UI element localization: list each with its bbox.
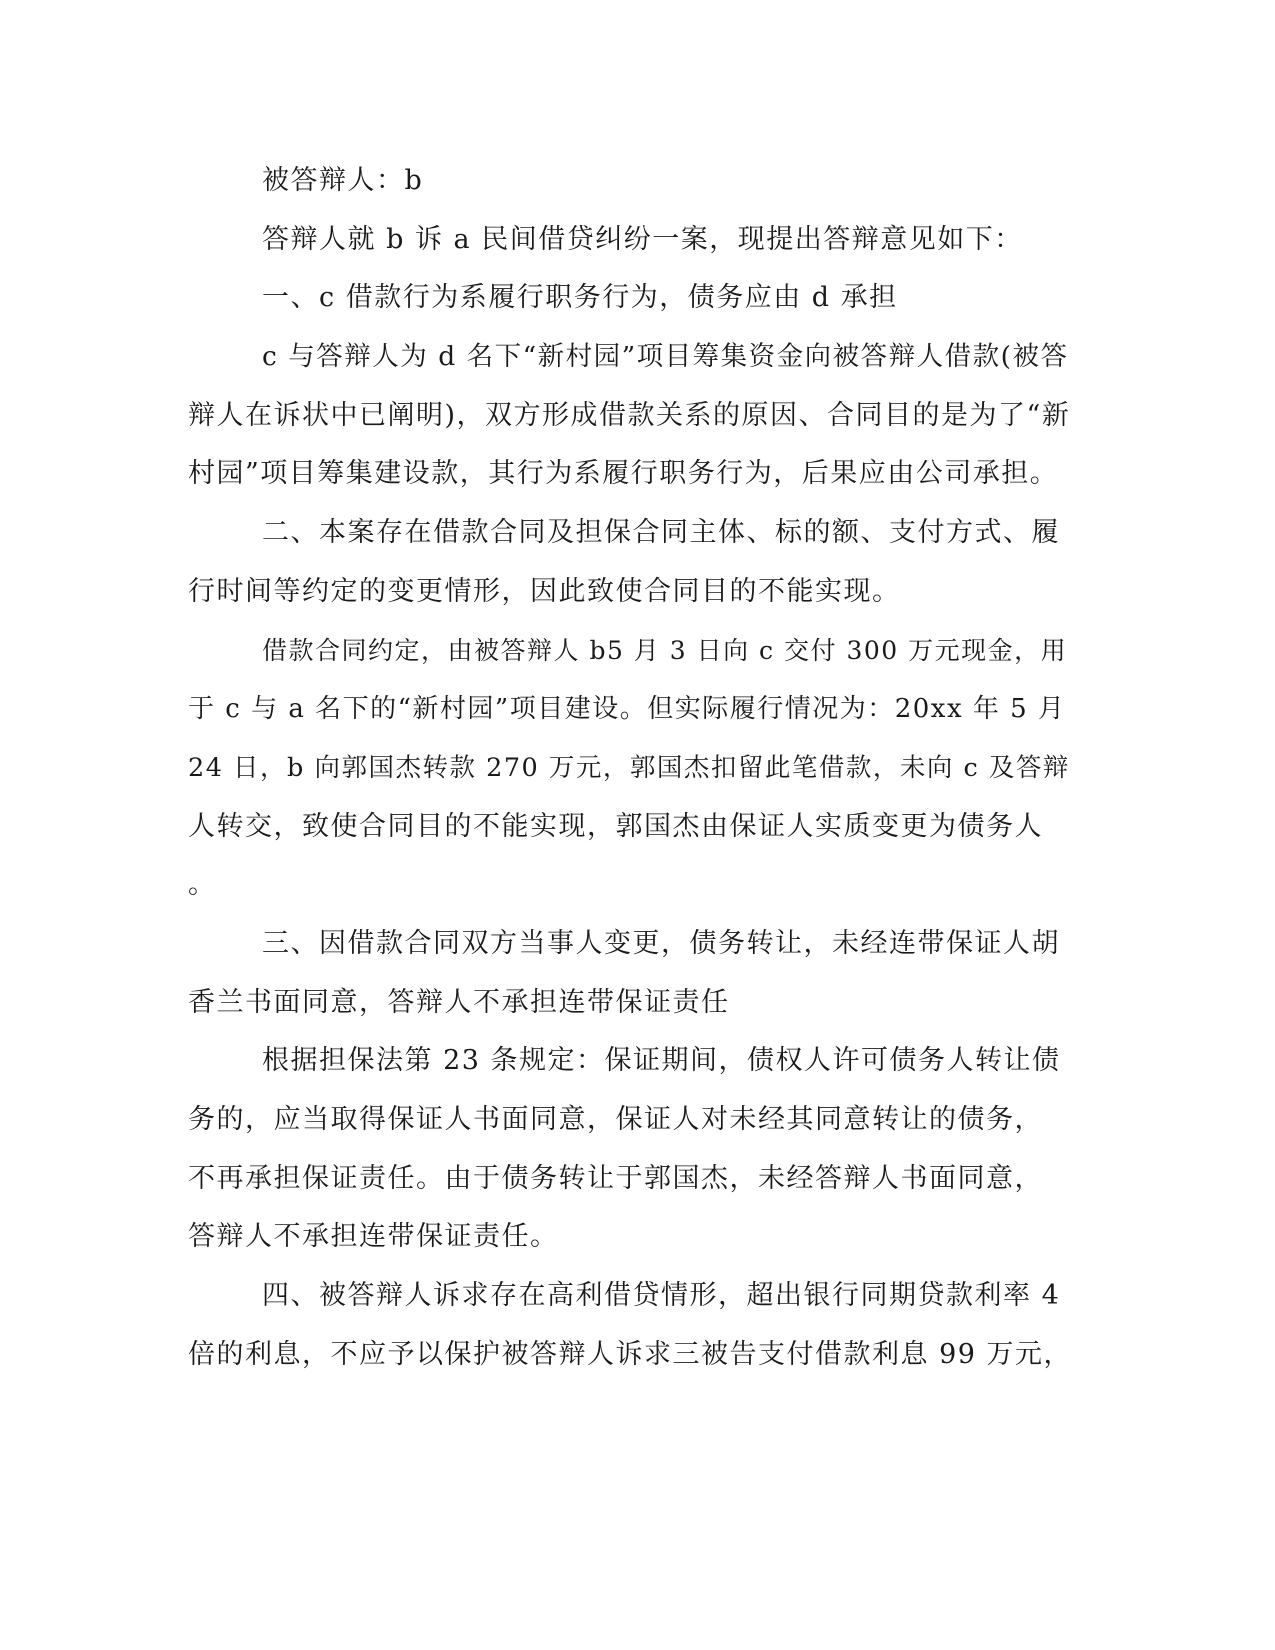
paragraph-line: 于 c 与 a 名下的“新村园”项目建设。但实际履行情况为：20xx 年 5 月 bbox=[188, 694, 1066, 724]
heading-two: 二、本案存在借款合同及担保合同主体、标的额、支付方式、履 bbox=[262, 517, 1060, 548]
paragraph-line: 村园”项目筹集建设款，其行为系履行职务行为，后果应由公司承担。 bbox=[188, 458, 1059, 489]
heading-one: 一、c 借款行为系履行职务行为，债务应由 d 承担 bbox=[262, 282, 898, 313]
heading-two-continued: 行时间等约定的变更情形，因此致使合同目的不能实现。 bbox=[188, 576, 901, 607]
paragraph-line: 根据担保法第 23 条规定：保证期间，债权人许可债务人转让债 bbox=[262, 1045, 1061, 1076]
paragraph-line: 答辩人不承担连带保证责任。 bbox=[188, 1221, 559, 1252]
paragraph-line: 倍的利息，不应予以保护被答辩人诉求三被告支付借款利息 99 万元， bbox=[188, 1339, 1073, 1370]
heading-three-continued: 香兰书面同意，答辩人不承担连带保证责任 bbox=[188, 987, 730, 1018]
intro-paragraph: 答辩人就 b 诉 a 民间借贷纠纷一案，现提出答辩意见如下： bbox=[262, 224, 1023, 255]
paragraph-line: c 与答辩人为 d 名下“新村园”项目筹集资金向被答辩人借款(被答 bbox=[262, 341, 1069, 372]
heading-four: 四、被答辩人诉求存在高利借贷情形，超出银行同期贷款利率 4 bbox=[262, 1280, 1061, 1311]
paragraph-line: 。 bbox=[188, 869, 217, 900]
paragraph-line: 辩人在诉状中已阐明)，双方形成借款关系的原因、合同目的是为了“新 bbox=[188, 400, 1071, 431]
paragraph-line: 人转交，致使合同目的不能实现，郭国杰由保证人实质变更为债务人 bbox=[188, 811, 1043, 842]
respondent-line: 被答辩人：b bbox=[262, 165, 424, 196]
paragraph-line: 不再承担保证责任。由于债务转让于郭国杰，未经答辩人书面同意， bbox=[188, 1163, 1043, 1194]
paragraph-line: 24 日，b 向郭国杰转款 270 万元，郭国杰扣留此笔借款，未向 c 及答辩 bbox=[188, 753, 1070, 783]
paragraph-line: 务的，应当取得保证人书面同意，保证人对未经其同意转让的债务， bbox=[188, 1104, 1043, 1135]
paragraph-line: 借款合同约定，由被答辩人 b5 月 3 日向 c 交付 300 万元现金，用 bbox=[262, 636, 1068, 665]
heading-three: 三、因借款合同双方当事人变更，债务转让，未经连带保证人胡 bbox=[262, 928, 1060, 959]
